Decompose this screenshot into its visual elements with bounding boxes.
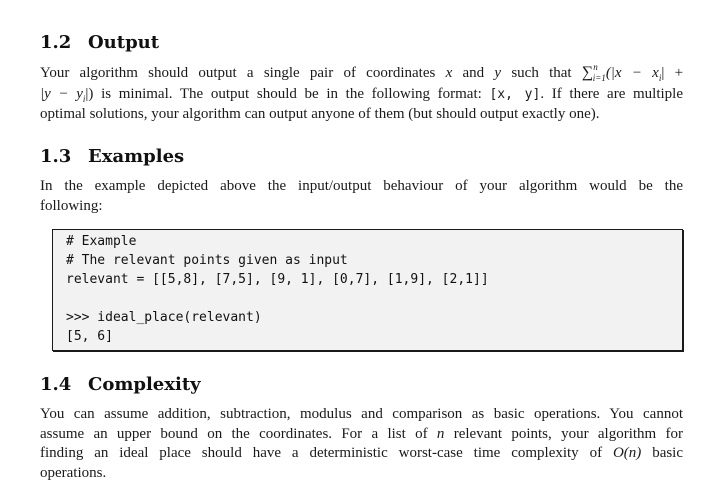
abs-expression (40, 86, 93, 102)
text-run: such that (511, 65, 572, 81)
paragraph-line: operations. (40, 464, 107, 481)
section-number: 1.3 (40, 146, 72, 167)
text-run: Your algorithm should output a single pair of coordinates (40, 65, 436, 81)
math-subscript: i (82, 93, 86, 104)
code-line: relevant = [[5,8], [7,5], [9, 1], [0,7], [1,9], [2,1]] (66, 272, 489, 287)
section-heading-complexity (40, 374, 201, 395)
paragraph-line: following: (40, 197, 103, 214)
code-line: # Example (66, 234, 137, 249)
code-line: [5, 6] (66, 329, 113, 344)
sum-lower-limit: i=1 (592, 73, 606, 83)
paragraph-line (40, 85, 683, 106)
sum-expression (581, 62, 684, 83)
code-block (52, 229, 683, 351)
math-expr: (|x − x (605, 65, 659, 81)
text-run: . If there are multiple (540, 85, 684, 102)
section-title: Complexity (88, 374, 201, 395)
paragraph-line (40, 425, 683, 445)
paragraph-line: In the example depicted above the input/output behaviour of your algorithm would be the (40, 178, 683, 194)
math-var: n (436, 425, 445, 442)
paragraph-line (40, 444, 683, 464)
format-literal: [x, y] (489, 86, 541, 102)
math-var: x (445, 65, 453, 81)
section-heading-examples (40, 146, 184, 167)
paragraph-line (40, 63, 683, 85)
examples-paragraph (40, 177, 683, 216)
complexity-paragraph (40, 405, 683, 483)
math-expr: |) (85, 85, 94, 102)
paragraph-line: You can assume addition, subtraction, modulus and comparison as basic operations. You cannot (40, 406, 683, 422)
code-line: >>> ideal_place(relevant) (66, 310, 262, 325)
section-title: Output (88, 32, 160, 53)
sum-symbol: ∑ (581, 64, 594, 81)
section-title: Examples (88, 146, 185, 167)
section-number: 1.2 (40, 32, 72, 53)
output-paragraph (40, 63, 683, 125)
section-heading-output (40, 32, 159, 53)
math-subscript: i (658, 73, 662, 83)
math-expr: | + (661, 65, 684, 81)
math-expr: O(n) (612, 445, 642, 461)
section-number: 1.4 (40, 374, 72, 395)
text-run: basic (652, 445, 684, 461)
paragraph-line: optimal solutions, your algorithm can output anyone of them (but should output exactly one). (40, 106, 600, 122)
text-run: finding an ideal place should have a deterministic worst-case time complexity of (40, 445, 603, 461)
text-run: and (462, 65, 485, 81)
text-run: assume an upper bound on the coordinates. For a list of (40, 425, 428, 442)
math-expr: |y − y (40, 85, 83, 102)
math-var: y (494, 65, 502, 81)
sum-upper-limit: n (593, 62, 598, 72)
code-line: # The relevant points given as input (66, 253, 348, 268)
text-run: relevant points, your algorithm for (453, 425, 684, 442)
text-run: is minimal. The output should be in the following format: (101, 85, 482, 102)
